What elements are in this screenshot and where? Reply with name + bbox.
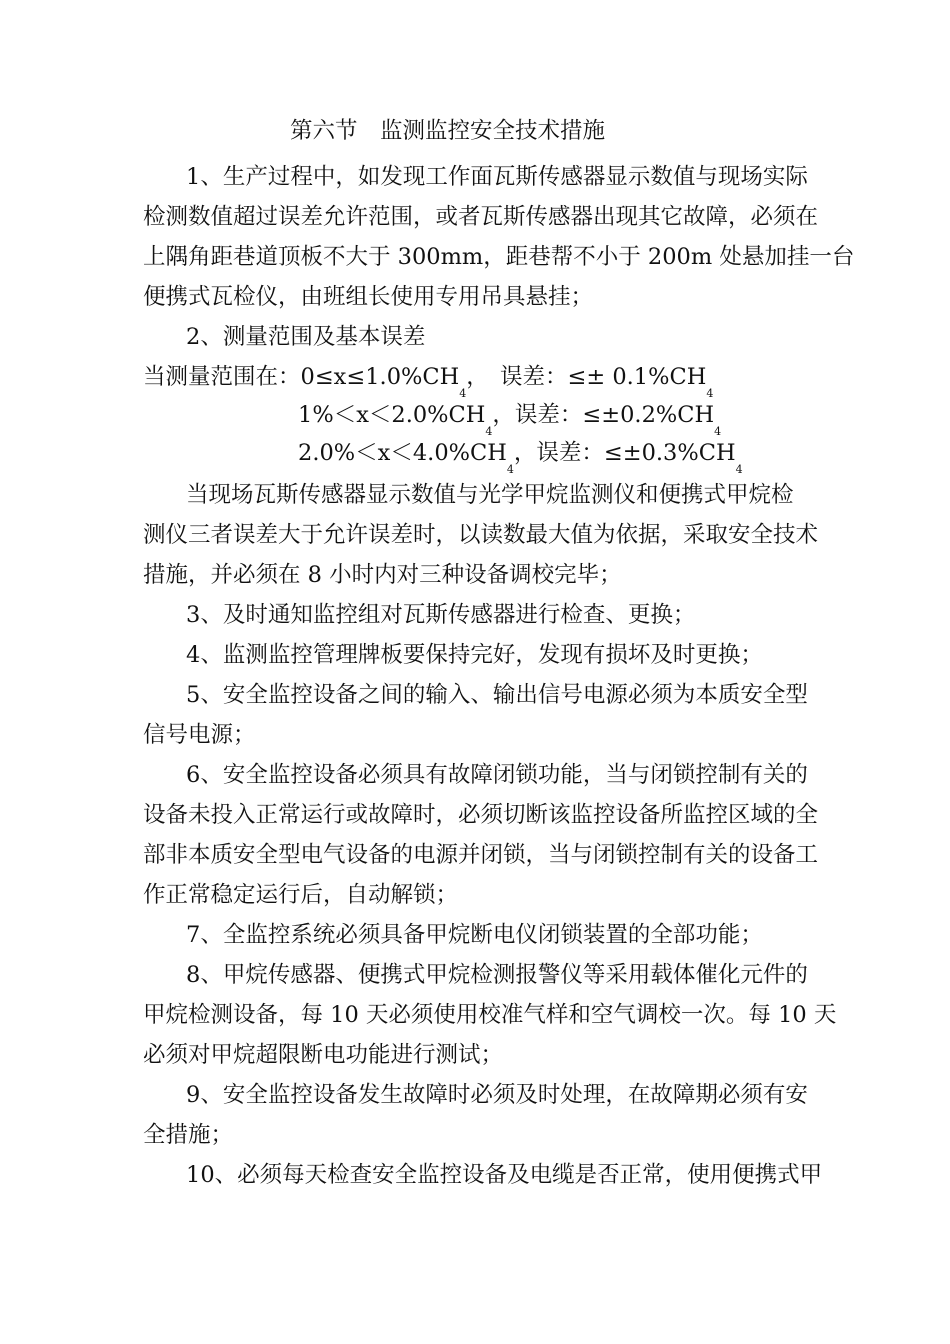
item4-line: 4、监测监控管理牌板要保持完好，发现有损坏及时更换； — [186, 642, 763, 668]
item5-line-1: 5、安全监控设备之间的输入、输出信号电源必须为本质安全型 — [186, 682, 808, 708]
range-3-value: 2.0%＜x＜4.0%CH — [298, 440, 507, 466]
item8-line-3: 必须对甲烷超限断电功能进行测试； — [143, 1042, 504, 1068]
section-title: 第六节 监测监控安全技术措施 — [290, 118, 606, 144]
item9-line-1: 9、安全监控设备发生故障时必须及时处理，在故障期必须有安 — [186, 1082, 808, 1108]
subscript-4: 4 — [506, 463, 514, 476]
range-row-2 — [298, 402, 722, 438]
item1-line-3: 上隅角距巷道顶板不大于 300mm，距巷帮不小于 200m 处悬加挂一台 — [143, 244, 855, 270]
item2-heading: 2、测量范围及基本误差 — [186, 324, 426, 350]
range-row-1 — [143, 364, 714, 400]
item8-line-1: 8、甲烷传感器、便携式甲烷检测报警仪等采用载体催化元件的 — [186, 962, 808, 988]
item6-line-2: 设备未投入正常运行或故障时，必须切断该监控设备所监控区域的全 — [143, 802, 819, 828]
item6-line-4: 作正常稳定运行后，自动解锁； — [143, 882, 459, 908]
item10-line-1: 10、必须每天检查安全监控设备及电缆是否正常，使用便携式甲 — [186, 1162, 823, 1188]
range-2-error: ，误差：≤±0.2%CH — [492, 402, 715, 428]
range-2-value: 1%＜x＜2.0%CH — [298, 402, 486, 428]
item8-line-2: 甲烷检测设备，每 10 天必须使用校准气样和空气调校一次。每 10 天 — [143, 1002, 837, 1028]
range-row-3 — [298, 440, 743, 476]
range-1-value: 0≤x≤1.0%CH — [300, 364, 460, 390]
range-3-error: ，误差：≤±0.3%CH — [513, 440, 736, 466]
item7-line: 7、全监控系统必须具备甲烷断电仪闭锁装置的全部功能； — [186, 922, 763, 948]
compare-line-3: 措施，并必须在 8 小时内对三种设备调校完毕； — [143, 562, 622, 588]
item1-line-1: 1、生产过程中，如发现工作面瓦斯传感器显示数值与现场实际 — [186, 164, 808, 190]
subscript-4: 4 — [714, 425, 722, 438]
range-1-error: ， 误差：≤± 0.1%CH — [466, 364, 707, 390]
subscript-4: 4 — [485, 425, 493, 438]
subscript-4: 4 — [706, 387, 714, 400]
compare-line-2: 测仪三者误差大于允许误差时，以读数最大值为依据，采取安全技术 — [143, 522, 819, 548]
range-lead-label: 当测量范围在： — [143, 364, 301, 390]
subscript-4: 4 — [459, 387, 467, 400]
subscript-4: 4 — [735, 463, 743, 476]
item1-line-4: 便携式瓦检仪，由班组长使用专用吊具悬挂； — [143, 284, 594, 310]
item9-line-2: 全措施； — [143, 1122, 234, 1148]
item3-line: 3、及时通知监控组对瓦斯传感器进行检查、更换； — [186, 602, 696, 628]
compare-line-1: 当现场瓦斯传感器显示数值与光学甲烷监测仪和便携式甲烷检 — [186, 482, 794, 508]
item6-line-3: 部非本质安全型电气设备的电源并闭锁，当与闭锁控制有关的设备工 — [143, 842, 819, 868]
item5-line-2: 信号电源； — [143, 722, 256, 748]
item6-line-1: 6、安全监控设备必须具有故障闭锁功能，当与闭锁控制有关的 — [186, 762, 808, 788]
item1-line-2: 检测数值超过误差允许范围，或者瓦斯传感器出现其它故障，必须在 — [143, 204, 819, 230]
